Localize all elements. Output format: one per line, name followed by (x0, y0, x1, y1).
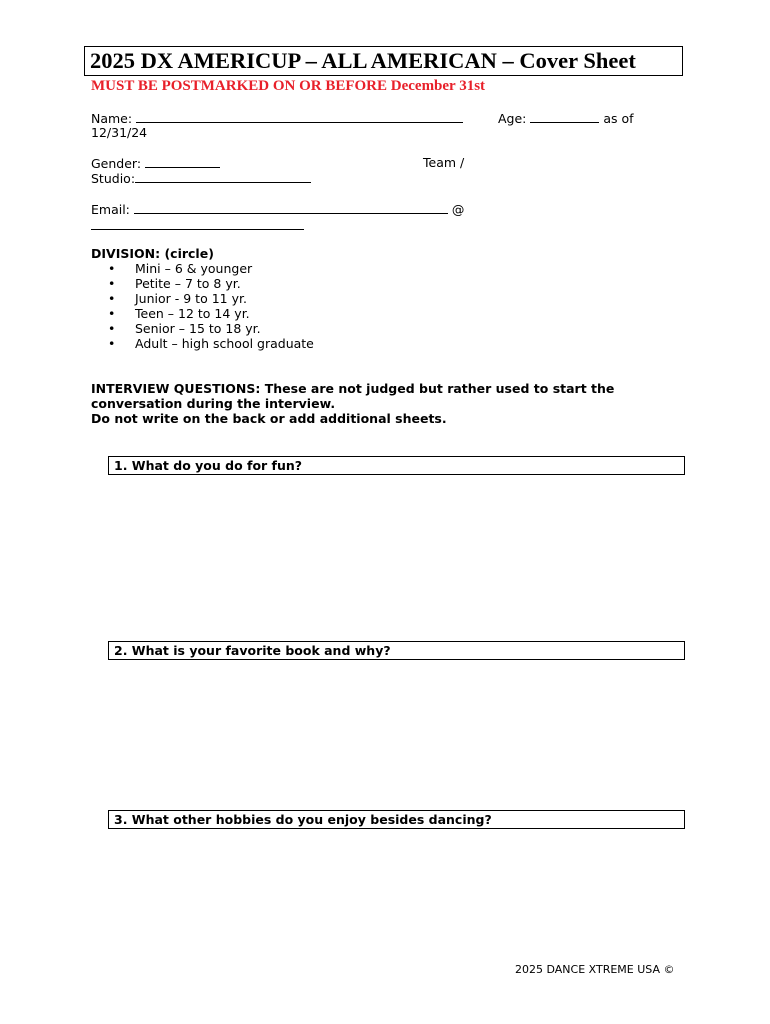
studio-field (91, 170, 311, 186)
email-label: Email: (91, 202, 130, 217)
age-date: 12/31/24 (91, 125, 148, 140)
email-domain-line[interactable] (91, 229, 304, 230)
answer-3-area[interactable] (108, 830, 685, 955)
bullet-icon: • (108, 276, 116, 291)
division-heading: DIVISION: (circle) (91, 246, 214, 261)
deadline-notice: MUST BE POSTMARKED ON OR BEFORE December 31st (91, 78, 486, 94)
interview-intro-line1: INTERVIEW QUESTIONS: These are not judged but rather used to start the (91, 381, 615, 396)
name-field (91, 110, 463, 126)
interview-intro-line3: Do not write on the back or add additional sheets. (91, 411, 447, 426)
answer-1-area[interactable] (108, 476, 685, 636)
name-label: Name: (91, 111, 133, 126)
footer-copyright: 2025 DANCE XTREME USA © (515, 963, 675, 976)
age-suffix: as of (603, 111, 634, 126)
interview-intro-line2: conversation during the interview. (91, 396, 336, 411)
email-at-sign: @ (451, 202, 465, 217)
bullet-icon: • (108, 321, 116, 336)
question-2-box: 2. What is your favorite book and why? (108, 641, 685, 660)
studio-input-line[interactable] (135, 170, 311, 183)
question-3-box: 3. What other hobbies do you enjoy besides dancing? (108, 810, 685, 829)
bullet-icon: • (108, 261, 116, 276)
question-1-box: 1. What do you do for fun? (108, 456, 685, 475)
division-item[interactable]: • Mini – 6 & younger (108, 261, 253, 276)
bullet-icon: • (108, 306, 116, 321)
email-field (91, 201, 464, 217)
name-input-line[interactable] (136, 110, 463, 123)
age-label: Age: (498, 111, 527, 126)
gender-field (91, 155, 220, 171)
bullet-icon: • (108, 291, 116, 306)
bullet-icon: • (108, 336, 116, 351)
age-field (498, 110, 634, 126)
division-item[interactable]: • Teen – 12 to 14 yr. (108, 306, 250, 321)
gender-label: Gender: (91, 156, 142, 171)
studio-label: Studio: (91, 171, 136, 186)
age-input-line[interactable] (530, 110, 599, 123)
team-label: Team / (423, 155, 465, 170)
division-item[interactable]: • Junior - 9 to 11 yr. (108, 291, 247, 306)
division-item[interactable]: • Adult – high school graduate (108, 336, 314, 351)
division-item[interactable]: • Senior – 15 to 18 yr. (108, 321, 261, 336)
division-list (108, 261, 314, 351)
gender-input-line[interactable] (145, 155, 220, 168)
answer-2-area[interactable] (108, 661, 685, 806)
division-item[interactable]: • Petite – 7 to 8 yr. (108, 276, 241, 291)
email-input-line[interactable] (134, 201, 448, 214)
page-title: 2025 DX AMERICUP – ALL AMERICAN – Cover Sheet (84, 46, 683, 76)
